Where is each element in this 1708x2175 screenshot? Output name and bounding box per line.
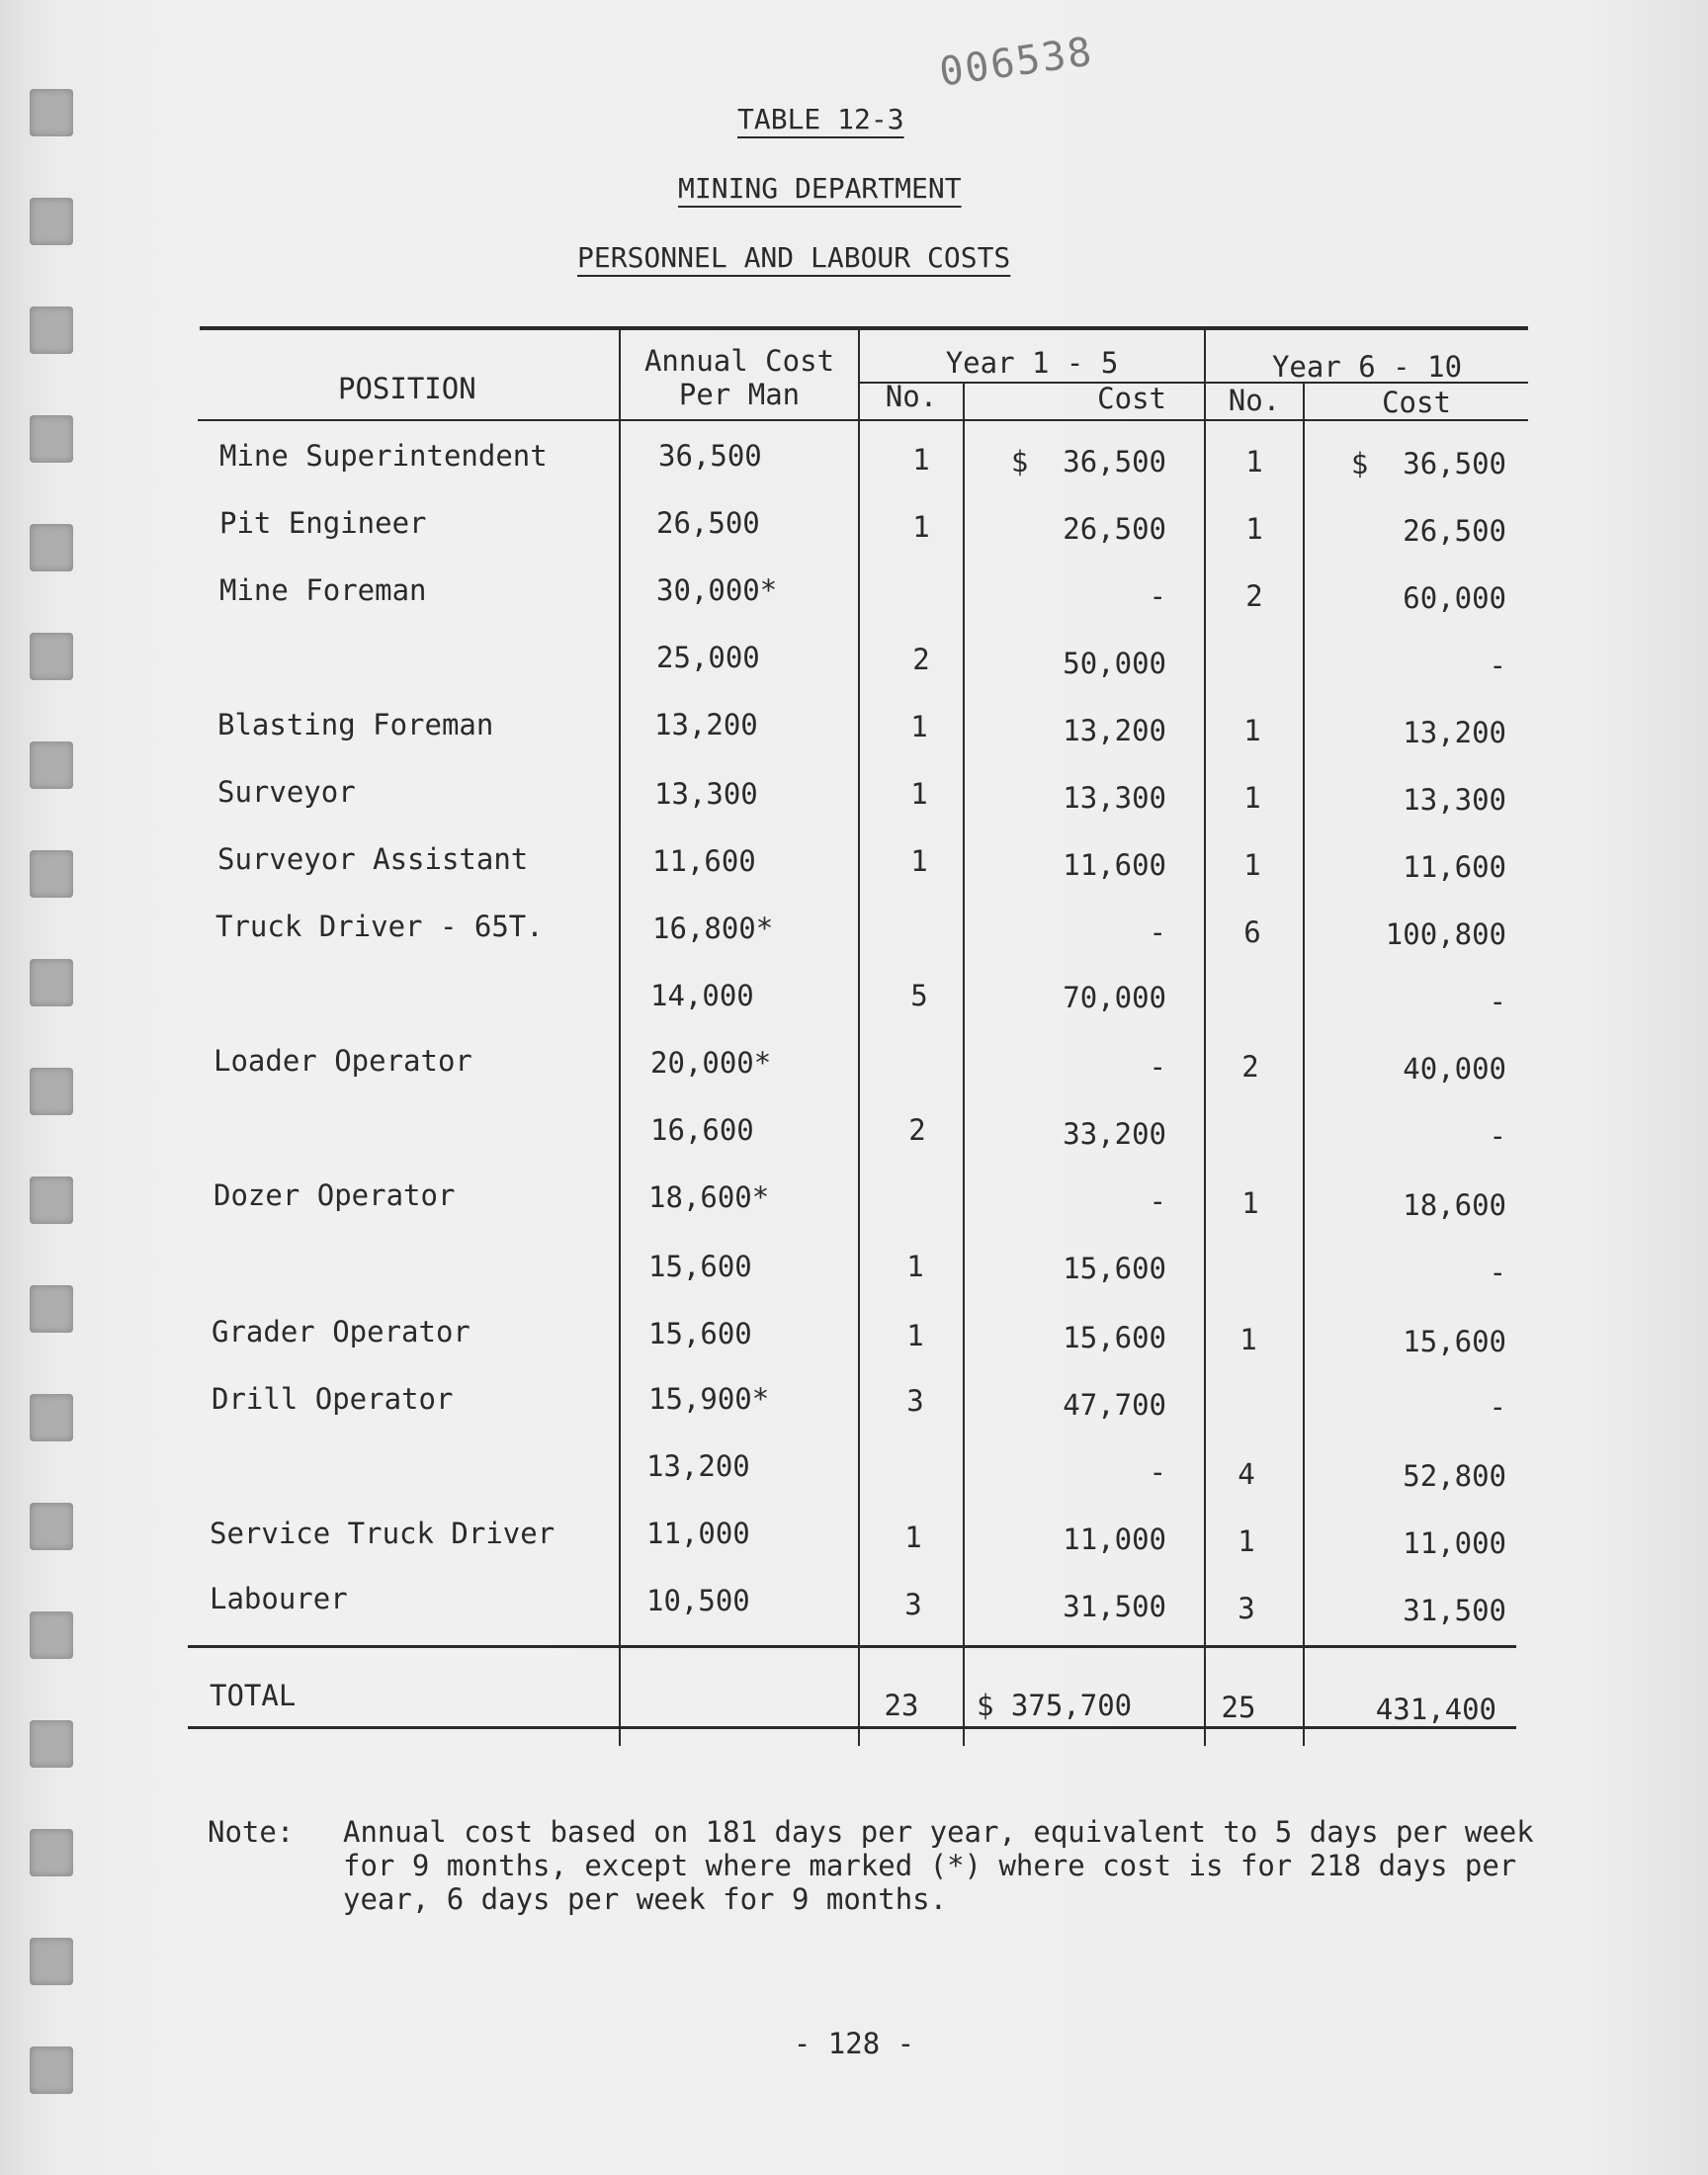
cell-annual-cost: 13,200 [646,1449,750,1483]
cell-y1-cost: 31,500 [1063,1590,1166,1623]
cell-y1-no: 1 [912,443,930,477]
cell-y6-no: 1 [1243,714,1261,747]
header-year-1-5: Year 1 - 5 [945,346,1119,380]
cell-position: Pit Engineer [219,506,427,540]
cell-annual-cost: 25,000 [656,641,760,674]
cell-y1-no: 1 [904,1521,922,1554]
cell-annual-cost: 13,300 [654,777,758,811]
cell-y1-cost: 15,600 [1063,1252,1166,1285]
cell-position: Dozer Operator [214,1178,456,1212]
cell-position: Surveyor Assistant [217,842,529,876]
cell-position: Loader Operator [214,1044,472,1078]
footnote-label: Note: [208,1815,295,1849]
cell-y1-no: 1 [910,710,928,743]
cell-y6-cost: 100,800 [1385,917,1506,951]
cell-y1-no: 3 [906,1384,924,1418]
cell-y1-no: 1 [906,1319,924,1352]
cell-y1-no: 1 [912,510,930,544]
cell-y6-no: 1 [1245,445,1263,478]
cell-y6-no: 1 [1245,512,1263,546]
cell-y6-cost: 52,800 [1403,1459,1506,1493]
cell-position: Mine Superintendent [219,439,548,473]
header-y6-cost: Cost [1382,386,1451,419]
cell-y6-cost: 13,300 [1403,783,1506,817]
cell-y6-no: 1 [1243,781,1261,815]
cell-y6-no: 6 [1243,915,1261,949]
header-annual-cost-line2: Per Man [678,378,801,411]
cell-position: Truck Driver - 65T. [215,910,544,943]
cell-y1-cost: 33,200 [1063,1117,1166,1151]
table-caption: TABLE 12-3 [737,103,904,135]
cell-annual-cost: 16,600 [650,1113,754,1147]
cell-y6-no: 3 [1238,1592,1255,1625]
total-y6-cost: 431,400 [1375,1693,1496,1726]
cell-y1-cost: - [1149,1184,1166,1218]
document-stamp-number: 006538 [936,29,1096,96]
cell-y1-cost: 70,000 [1063,981,1166,1014]
cell-annual-cost: 36,500 [658,439,762,473]
total-label: TOTAL [210,1679,297,1712]
cell-y1-cost: 13,300 [1063,781,1166,815]
cell-annual-cost: 20,000* [650,1046,772,1080]
cell-y1-cost: - [1149,1050,1166,1084]
cell-y6-no: 2 [1245,579,1263,613]
cell-annual-cost: 11,600 [652,844,756,878]
cell-y6-cost: - [1489,1390,1506,1424]
cell-position: Surveyor [217,775,356,809]
cell-y6-cost: - [1489,649,1506,682]
cell-y1-no: 1 [910,777,928,811]
cell-y1-cost: 26,500 [1063,512,1166,546]
cell-y6-cost: 40,000 [1403,1052,1506,1086]
cell-annual-cost: 16,800* [652,912,774,945]
cell-y6-cost: 11,000 [1403,1526,1506,1560]
cell-annual-cost: 14,000 [650,979,754,1012]
cell-y6-no: 1 [1241,1186,1259,1220]
cell-annual-cost: 18,600* [648,1180,770,1214]
cell-y1-cost: - [1149,915,1166,949]
cell-y1-cost: 11,600 [1063,848,1166,882]
cell-y1-cost: - [1149,1455,1166,1489]
cell-annual-cost: 10,500 [646,1584,750,1617]
cell-position: Service Truck Driver [210,1517,555,1550]
cell-y1-no: 5 [910,979,928,1012]
cell-annual-cost: 26,500 [656,506,760,540]
table-subtitle: PERSONNEL AND LABOUR COSTS [577,241,1011,274]
cell-y1-no: 1 [906,1250,924,1283]
cell-annual-cost: 15,600 [648,1317,752,1350]
cell-y1-cost: $ 36,500 [1010,445,1166,478]
page-number: - 128 - [793,2027,915,2060]
cell-y6-no: 4 [1238,1457,1255,1491]
cell-y1-cost: 47,700 [1063,1388,1166,1422]
cell-y6-no: 1 [1239,1323,1257,1356]
spiral-binding [18,79,87,2135]
cell-y1-cost: 11,000 [1063,1522,1166,1556]
cell-y6-cost: 60,000 [1403,581,1506,615]
cell-y1-no: 2 [908,1113,926,1147]
total-y1-no: 23 [884,1689,919,1722]
cell-y6-no: 2 [1241,1050,1259,1084]
cell-y1-no: 2 [912,643,930,676]
total-y6-no: 25 [1221,1691,1256,1724]
cell-y1-cost: 13,200 [1063,714,1166,747]
cell-y6-cost: 15,600 [1403,1325,1506,1358]
cell-y6-cost: 31,500 [1403,1594,1506,1627]
cell-y6-cost: 18,600 [1403,1188,1506,1222]
department-title: MINING DEPARTMENT [678,172,962,205]
cell-y1-no: 1 [910,844,928,878]
cell-position: Drill Operator [212,1382,454,1416]
cell-annual-cost: 30,000* [656,573,778,607]
header-y6-no: No. [1228,384,1281,417]
cell-y1-cost: - [1149,579,1166,613]
header-position: POSITION [338,372,476,405]
header-year-6-10: Year 6 - 10 [1271,350,1463,384]
cell-y6-no: 1 [1238,1524,1255,1558]
cell-position: Blasting Foreman [217,708,494,741]
cell-annual-cost: 13,200 [654,708,758,741]
cell-position: Labourer [210,1582,348,1615]
cell-y1-cost: 15,600 [1063,1321,1166,1354]
cell-annual-cost: 11,000 [646,1517,750,1550]
cell-y6-cost: - [1489,1119,1506,1153]
cell-y6-no: 1 [1243,848,1261,882]
header-y1-cost: Cost [1097,382,1166,415]
cell-y6-cost: $ 36,500 [1350,447,1506,480]
header-annual-cost-line1: Annual Cost [643,344,835,378]
cell-y6-cost: 13,200 [1403,716,1506,749]
cell-position: Grader Operator [212,1315,470,1348]
cell-y6-cost: - [1489,985,1506,1018]
cell-y1-no: 3 [904,1588,922,1621]
cell-position: Mine Foreman [219,573,427,607]
cell-annual-cost: 15,900* [648,1382,770,1416]
cell-y6-cost: 26,500 [1403,514,1506,548]
header-y1-no: No. [885,380,938,413]
total-y1-cost: $ 375,700 [977,1689,1133,1722]
cell-y6-cost: - [1489,1256,1506,1289]
cell-y6-cost: 11,600 [1403,850,1506,884]
footnote-text: Annual cost based on 181 days per year, equivalent to 5 days per week for 9 months, except where marked (*) where cost is for 218 days per year, 6 days per week for 9 months. [343,1815,1534,1916]
cell-y1-cost: 50,000 [1063,647,1166,680]
cell-annual-cost: 15,600 [648,1250,752,1283]
